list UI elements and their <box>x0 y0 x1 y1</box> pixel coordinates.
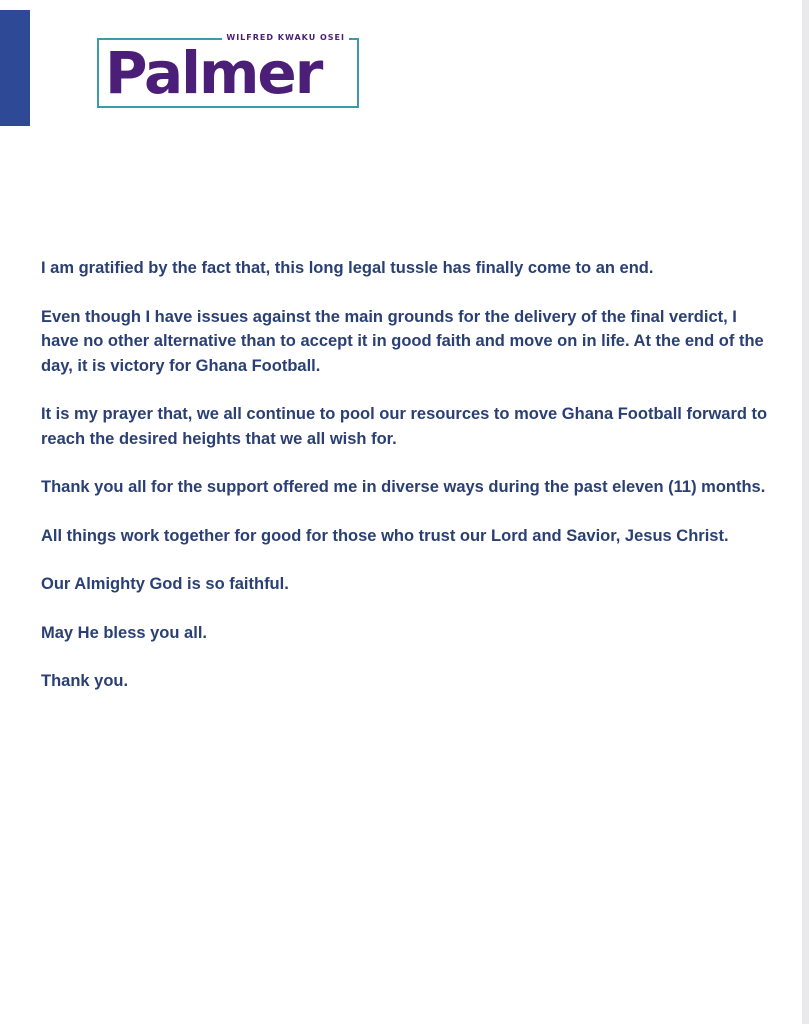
paragraph-7: May He bless you all. <box>41 623 207 642</box>
logo-wordmark: Palmer <box>105 39 322 107</box>
accent-bar <box>0 10 30 126</box>
paragraph-8: Thank you. <box>41 672 129 690</box>
paragraph-4: Thank you all for the support offered me in diverse ways during the past eleven (11) months. <box>41 478 766 496</box>
paragraph-2: Even though I have issues against the main grounds for the delivery of the final verdict, I have no other alternative than to accept it in good faith and move on in life. At the end of the day, it is victory for Ghana Football. <box>41 307 764 375</box>
palmer-logo <box>97 33 359 108</box>
logo-tagline: WILFRED KWAKU OSEI <box>222 33 349 43</box>
paragraph-1: I am gratified by the fact that, this long legal tussle has finally come to an end. <box>41 259 654 277</box>
letter-body <box>41 256 771 718</box>
paragraph-6: Our Almighty God is so faithful. <box>41 575 289 593</box>
page-edge <box>802 0 809 1024</box>
paragraph-3: It is my prayer that, we all continue to pool our resources to move Ghana Football forward to reach the desired heights that we all wish for. <box>41 405 768 448</box>
paragraph-5: All things work together for good for those who trust our Lord and Savior, Jesus Christ. <box>41 526 729 545</box>
